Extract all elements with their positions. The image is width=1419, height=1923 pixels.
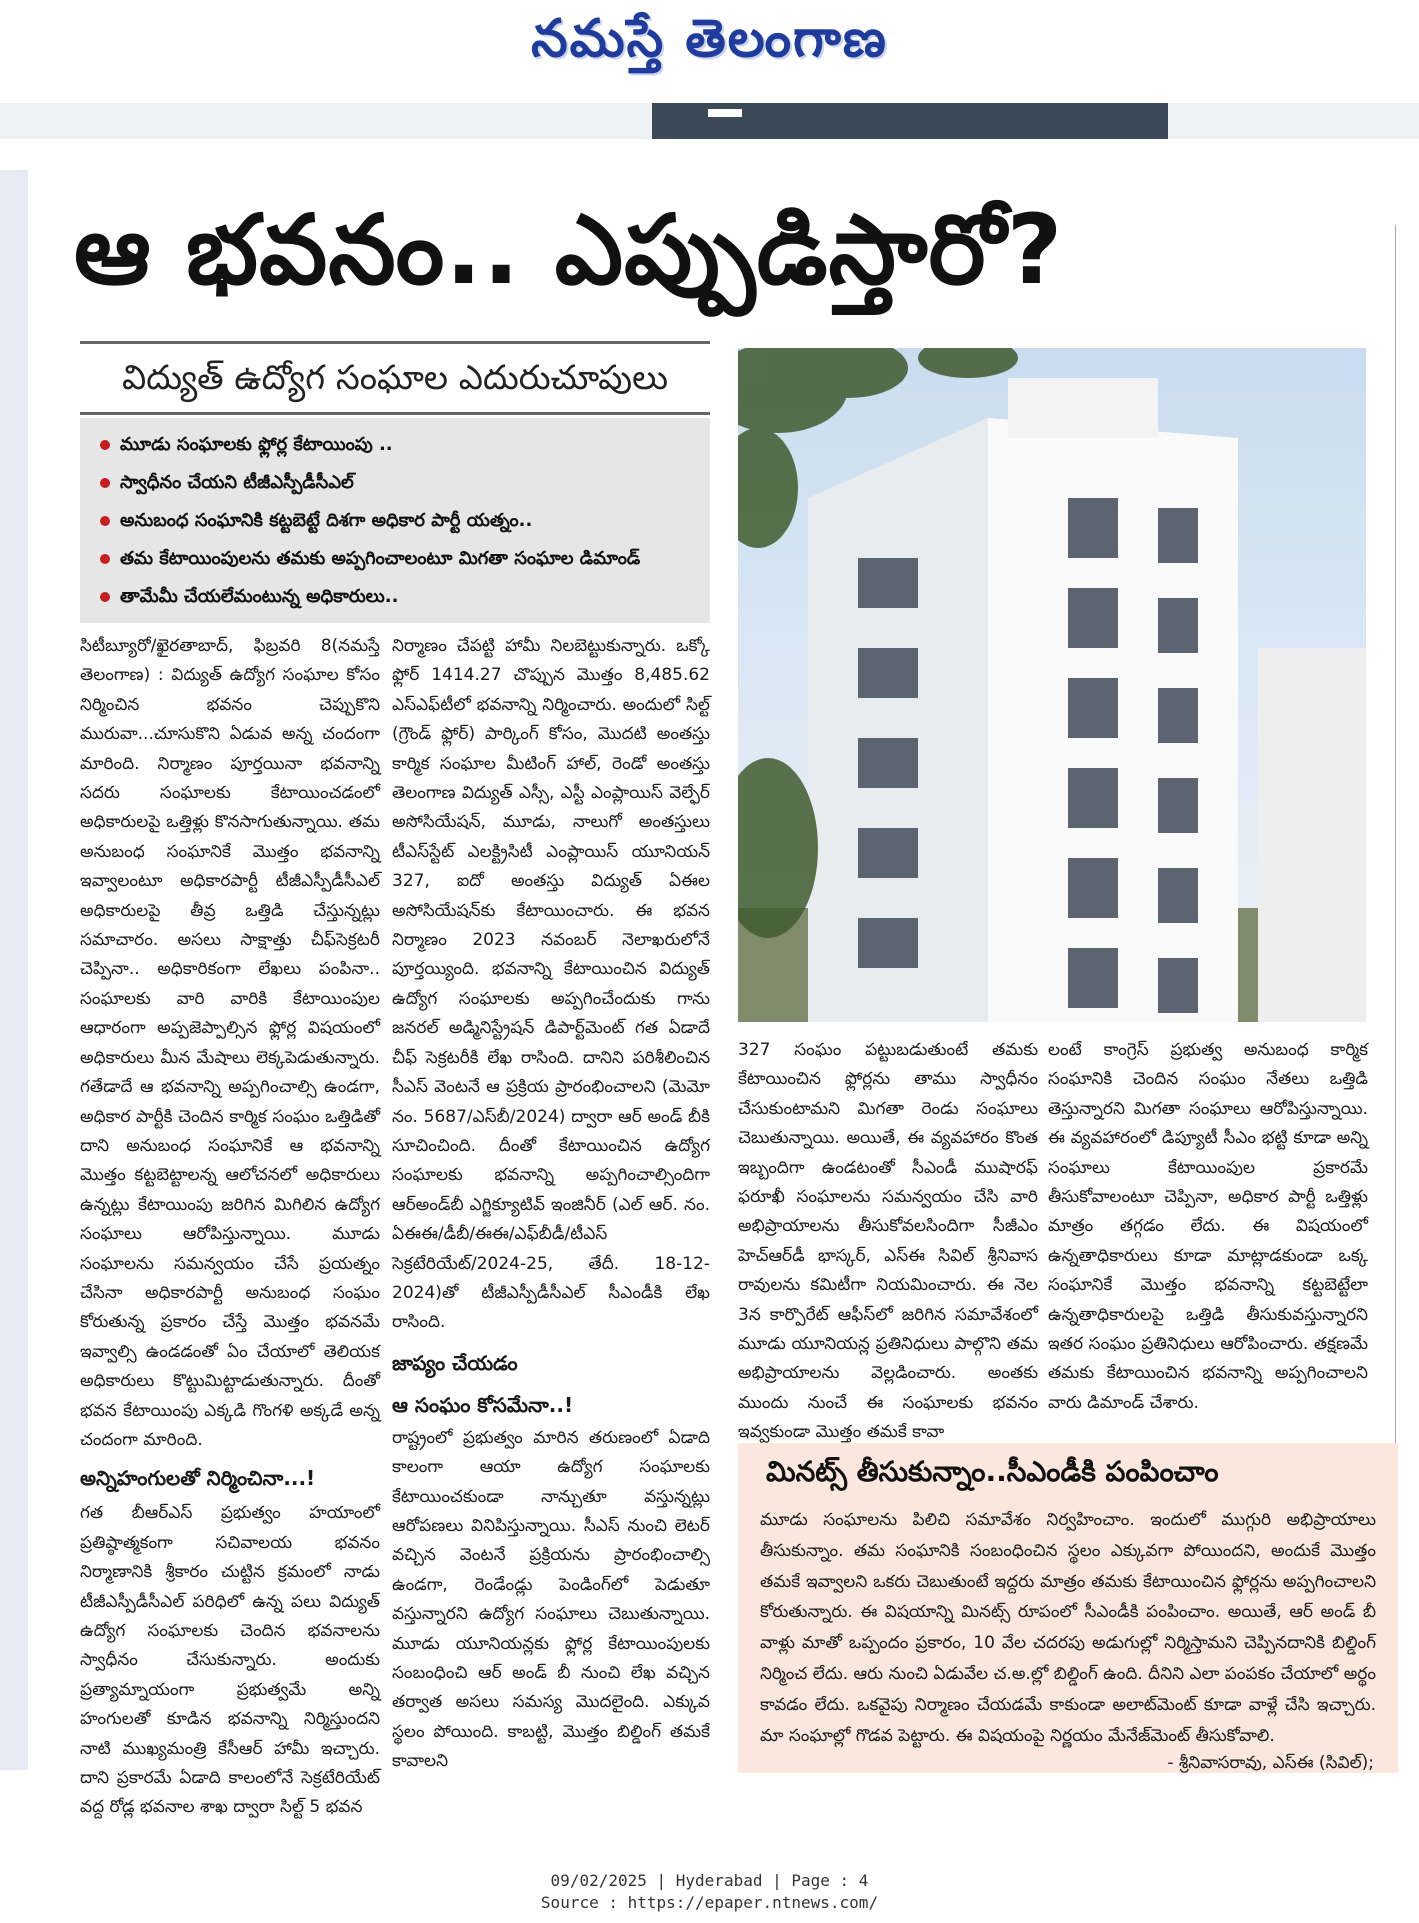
edition-info: 09/02/2025 | Hyderabad | Page : 4 <box>550 1871 869 1890</box>
highlight-item: తమ కేటాయింపులను తమకు అప్పగించాలంటూ మిగతా సంఘాల డిమాండ్ <box>100 540 710 578</box>
bullet-icon <box>100 516 110 526</box>
article-paragraph: లంటే కాంగ్రెస్ ప్రభుత్వ అనుబంధ కార్మిక సంఘానికి చెందిన సంఘం నేతలు ఒత్తిడి తెస్తున్నారని మిగతా సంఘాలు ఆరోపిస్తున్నాయి. ఈ వ్యవహారంలో డిప్యూటీ సీఎం భట్టి కూడా అన్ని సంఘాలు కేటాయింపుల ప్రకారమే తీసుకోవాలంటూ చెప్పినా, అధికార పార్టీ ఒత్తిళ్లు మాత్రం తగ్గడం లేదు. ఈ విషయంలో ఉన్నతాధికారులు కూడా మాట్లాడకుండా ఒక్క సంఘానికే మొత్తం భవనాన్ని కట్టబెట్టేలా ఉన్నతాధికారులపై ఒత్తిడి తీసుకువస్తున్నారని ఇతర సంఘం ప్రతినిధులు ఆరోపించారు. తక్షణమే తమకు కేటాయించిన భవనాన్ని అప్పగించాలని వారు డిమాండ్ చేశారు. <box>1048 1040 1368 1413</box>
building-illustration <box>738 348 1366 1022</box>
section-subheading: ఆ సంఘం కోసమేనా..! <box>392 1392 574 1417</box>
article-paragraph: 327 సంఘం పట్టుబడుతుంటే తమకు కేటాయించిన ఫ్లోర్లను తాము స్వాధీనం చేసుకుంటామని మిగతా రెండు సంఘాలు చెబుతున్నాయి. అయితే, ఈ వ్యవహారం కొంత ఇబ్బందిగా ఉండటంతో సీఎండీ ముషారఫ్ ఫరూఖీ సంఘాలను సమన్వయం చేసి వారి అభిప్రాయాలను తీసుకోవలసిందిగా సీజీఎం హెచ్ఆర్‌డీ భాస్కర్, ఎస్ఈ సివిల్ శ్రీనివాస రావులను కమిటీగా నియమించారు. ఈ నెల 3న కార్పొరేట్ ఆఫీస్‌లో జరిగిన సమావేశంలో మూడు యూనియన్ల ప్రతినిధులు పాల్గొని తమ అభిప్రాయాలను వెల్లడించారు. అంతకు ముందు నుంచే ఈ సంఘాలకు భవనం ఇవ్వకుండా మొత్తం తమకే కావా <box>738 1040 1038 1443</box>
article-column-4 <box>1048 1036 1368 1418</box>
highlight-item: స్వాధీనం చేయని టీజీఎస్పీడీసీఎల్ <box>100 464 710 502</box>
next-article-fragment <box>0 1832 1290 1868</box>
article-column-2 <box>392 632 710 1777</box>
bullet-icon <box>100 478 110 488</box>
quote-sidebar <box>738 1443 1398 1773</box>
section-subheading: అన్నిహంగులతో నిర్మించినా...! <box>80 1466 316 1491</box>
headline: ఆ భవనం.. ఎప్పుడిస్తారో? <box>74 194 1064 306</box>
section-bar <box>652 103 1168 139</box>
subheadline-box <box>80 341 710 415</box>
article-column-3 <box>738 1036 1038 1448</box>
adjacent-article-strip-left <box>0 170 28 1770</box>
newspaper-logo: నమస్తే తెలంగాణ <box>531 8 888 69</box>
article-paragraph: గత బీఆర్ఎస్ ప్రభుత్వం హయాంలో ప్రతిష్ఠాత్మకంగా సచివాలయ భవనం నిర్మాణానికి శ్రీకారం చుట్టిన క్రమంలో నాడు టీజీఎస్పీడీసీఎల్ పరిధిలో ఉన్న పలు విద్యుత్ ఉద్యోగ సంఘాలకు చెందిన భవనాలను స్వాధీనం చేసుకున్నారు. అందుకు ప్రత్యామ్నాయంగా ప్రభుత్వమే అన్ని హంగులతో కూడిన భవనాన్ని నిర్మిస్తుందని నాటి ముఖ్యమంత్రి కేసీఆర్ హామీ ఇచ్చారు. దాని ప్రకారమే ఏడాది కాలంలోనే సెక్రటేరియేట్ వద్ద రోడ్ల భవనాల శాఖ ద్వారా సిల్ట్ 5 భవన <box>80 1503 380 1818</box>
adjacent-article-strip-right <box>1395 225 1419 1455</box>
article-paragraph: సిటీబ్యూరో/ఖైరతాబాద్, ఫిబ్రవరి 8(నమస్తే తెలంగాణ) : విద్యుత్ ఉద్యోగ సంఘాల కోసం నిర్మించిన భవనం చెప్పుకొని మురువా...చూసుకొని ఏడువ అన్న చందంగా మారింది. నిర్మాణం పూర్తయినా భవనాన్ని సదరు సంఘాలకు కేటాయించడంలో అధికారులపై ఒత్తిళ్లు కొనసాగుతున్నాయి. తమ అనుబంధ సంఘానికే మొత్తం భవనాన్ని ఇవ్వాలంటూ అధికారపార్టీ టీజీఎస్పీడీసీఎల్ అధికారులపై తీవ్ర ఒత్తిడి చేస్తున్నట్లు సమాచారం. అసలు సాక్షాత్తు చీఫ్‌సెక్రటరీ చెప్పినా.. అధికారికంగా లేఖలు పంపినా.. సంఘాలకు వారి వారికి కేటాయింపుల ఆధారంగా అప్పజెప్పాల్సిన ఫ్లోర్ల విషయంలో అధికారులు మీన మేషాలు లెక్కపెడుతున్నారు. గతేడాదే ఆ భవనాన్ని అప్పగించాల్సి ఉండగా, అధికార పార్టీకి చెందిన కార్మిక సంఘం ఒత్తిడితో దాని అనుబంధ సంఘానికే ఆ భవనాన్ని మొత్తం కట్టబెట్టాలన్న ఆలోచనలో అధికారులు ఉన్నట్లు కేటాయింపు జరిగిన మిగిలిన ఉద్యోగ సంఘాలు ఆరోపిస్తున్నాయి. మూడు సంఘాలను సమన్వయం చేసే ప్రయత్నం చేసినా అధికారపార్టీ అనుబంధ సంఘం కోరుతున్న ప్రకారం చేస్తే మొత్తం భవనమే ఇవ్వాల్సి ఉండడంతో ఏం చేయాలో తెలియక అధికారులు కొట్టుమిట్టాడుతున్నారు. దీంతో భవన కేటాయింపు ఎక్కడి గొంగళి అక్కడే అన్న చందంగా మారింది. <box>80 636 380 1450</box>
masthead <box>0 0 1419 100</box>
bullet-icon <box>100 592 110 602</box>
article-column-1 <box>80 632 380 1823</box>
section-marker-icon <box>708 109 742 117</box>
highlights-box <box>80 418 710 623</box>
bullet-icon <box>100 440 110 450</box>
highlight-item: అనుబంధ సంఘానికి కట్టబెట్టే దిశగా అధికార పార్టీ యత్నం.. <box>100 502 710 540</box>
building-photo <box>738 348 1366 1022</box>
article-paragraph: నిర్మాణం చేపట్టి హామీ నిలబెట్టుకున్నారు. ఒక్కో ఫ్లోర్ 1414.27 చొప్పున మొత్తం 8,485.62 ఎస్ఎఫ్‌టీలో భవనాన్ని నిర్మించారు. అందులో సిల్ట్ (గ్రౌండ్ ఫ్లోర్) పార్కింగ్ కోసం, మొదటి అంతస్తు కార్మిక సంఘాల మీటింగ్ హాల్, రెండో అంతస్తు తెలంగాణ విద్యుత్ ఎస్సీ, ఎస్టీ ఎంప్లాయిస్ వెల్ఫేర్ అసోసియేషన్, మూడు, నాలుగో అంతస్తులు టీఎస్‌స్టేట్ ఎలక్ట్రిసిటీ ఎంప్లాయిస్ యూనియన్ 327, ఐదో అంతస్తు విద్యుత్ ఏఈల అసోసియేషన్‌కు కేటాయించారు. ఈ భవన నిర్మాణం 2023 నవంబర్ నెలాఖరులోనే పూర్తయ్యింది. భవనాన్ని కేటాయించిన విద్యుత్ ఉద్యోగ సంఘాలకు అప్పగించేందుకు గాను జనరల్ అడ్మినిస్ట్రేషన్ డిపార్ట్‌మెంట్ గత ఏడాదే చీఫ్ సెక్రటరీకి లేఖ రాసింది. దానిని పరిశీలించిన సీఎస్ వెంటనే ఆ ప్రక్రియ ప్రారంభించాలని (మెమో నం. 5687/ఎస్‌బీ/2024) ద్వారా ఆర్ అండ్ బీకి సూచించింది. దీంతో కేటాయించిన ఉద్యోగ సంఘాలకు భవనాన్ని అప్పగించాల్సిందిగా ఆర్అండ్‌బీ ఎగ్జిక్యూటివ్ ఇంజినీర్ (ఎల్ ఆర్. నం. ఏఈఈ/డీబీ/ఈఈ/ఎఫ్‌బీడీ/టీఎస్ సెక్రటేరియేట్/2024-25, తేదీ. 18-12-2024)తో టీజీఎస్పీడీసీఎల్ సీఎండీకి లేఖ రాసింది. <box>392 636 710 1333</box>
sidebar-signature: - శ్రీనివాసరావు, ఎస్ఈ (సివిల్); <box>1167 1753 1374 1774</box>
highlights-list <box>80 418 710 616</box>
highlight-item: మూడు సంఘాలకు ఫ్లోర్ల కేటాయింపు .. <box>100 426 710 464</box>
subheadline: విద్యుత్ ఉద్యోగ సంఘాల ఎదురుచూపులు <box>122 358 668 398</box>
highlight-item: తామేమీ చేయలేమంటున్న అధికారులు.. <box>100 578 710 616</box>
page-footer <box>0 1870 1419 1914</box>
sidebar-title: మినట్స్ తీసుకున్నాం..సీఎండీకి పంపించాం <box>766 1455 1219 1488</box>
section-subheading: జాప్యం చేయడం <box>392 1350 518 1375</box>
bullet-icon <box>100 554 110 564</box>
sidebar-body: మూడు సంఘాలను పిలిచి సమావేశం నిర్వహించాం. ఇందులో ముగ్గురి అభిప్రాయాలు తీసుకున్నాం. తమ సంఘానికి సంబంధించిన స్థలం ఎక్కువగా పోయిందని, అందుకే మొత్తం తమకే ఇవ్వాలని ఒకరు చెబుతుంటే ఇద్దరు మాత్రం తమకు కేటాయించిన ఫ్లోర్లను అప్పగించాలని కోరుతున్నారు. ఈ విషయాన్ని మినట్స్ రూపంలో సీఎండీకి పంపించాం. అయితే, ఆర్ అండ్ బీ వాళ్లు మాతో ఒప్పందం ప్రకారం, 10 వేల చదరపు అడుగుల్లో నిర్మిస్తామని చెప్పినదానికి బిల్డింగ్ నిర్మించ లేదు. ఆరు నుంచి ఏడువేల చ.అ.ల్లో బిల్డింగ్ ఉంది. దీనిని ఎలా పంపకం చేయాలో అర్థం కావడం లేదు. ఒకవైపు నిర్మాణం చేయడమే కాకుండా అలాట్‌మెంట్ కూడా వాళ్లే చేసి ఇచ్చారు. మా సంఘాల్లో గొడవ పెట్టారు. ఈ విషయంపై నిర్ణయం మేనేజ్‌మెంట్ తీసుకోవాలి. <box>760 1510 1376 1746</box>
article-paragraph: రాష్ట్రంలో ప్రభుత్వం మారిన తరుణంలో ఏడాది కాలంగా ఆయా ఉద్యోగ సంఘాలకు కేటాయించకుండా నాన్చుతూ వస్తున్నట్లు ఆరోపణలు వినిపిస్తున్నాయి. సీఎస్ నుంచి లెటర్ వచ్చిన వెంటనే ప్రక్రియను ప్రారంభించాల్సి ఉండగా, రెండేండ్లు పెండింగ్‌లో పెడుతూ వస్తున్నారని ఉద్యోగ సంఘాలు చెబుతున్నాయి. మూడు యూనియన్లకు ఫ్లోర్ల కేటాయింపులకు సంబంధించి ఆర్ అండ్ బీ నుంచి లేఖ వచ్చిన తర్వాత అసలు సమస్య మొదలైంది. ఎక్కువ స్థలం పోయింది. కాబట్టి, మొత్తం బిల్డింగ్ తమకే కావాలని <box>392 1427 710 1772</box>
source-link[interactable]: Source : https://epaper.ntnews.com/ <box>540 1893 879 1912</box>
